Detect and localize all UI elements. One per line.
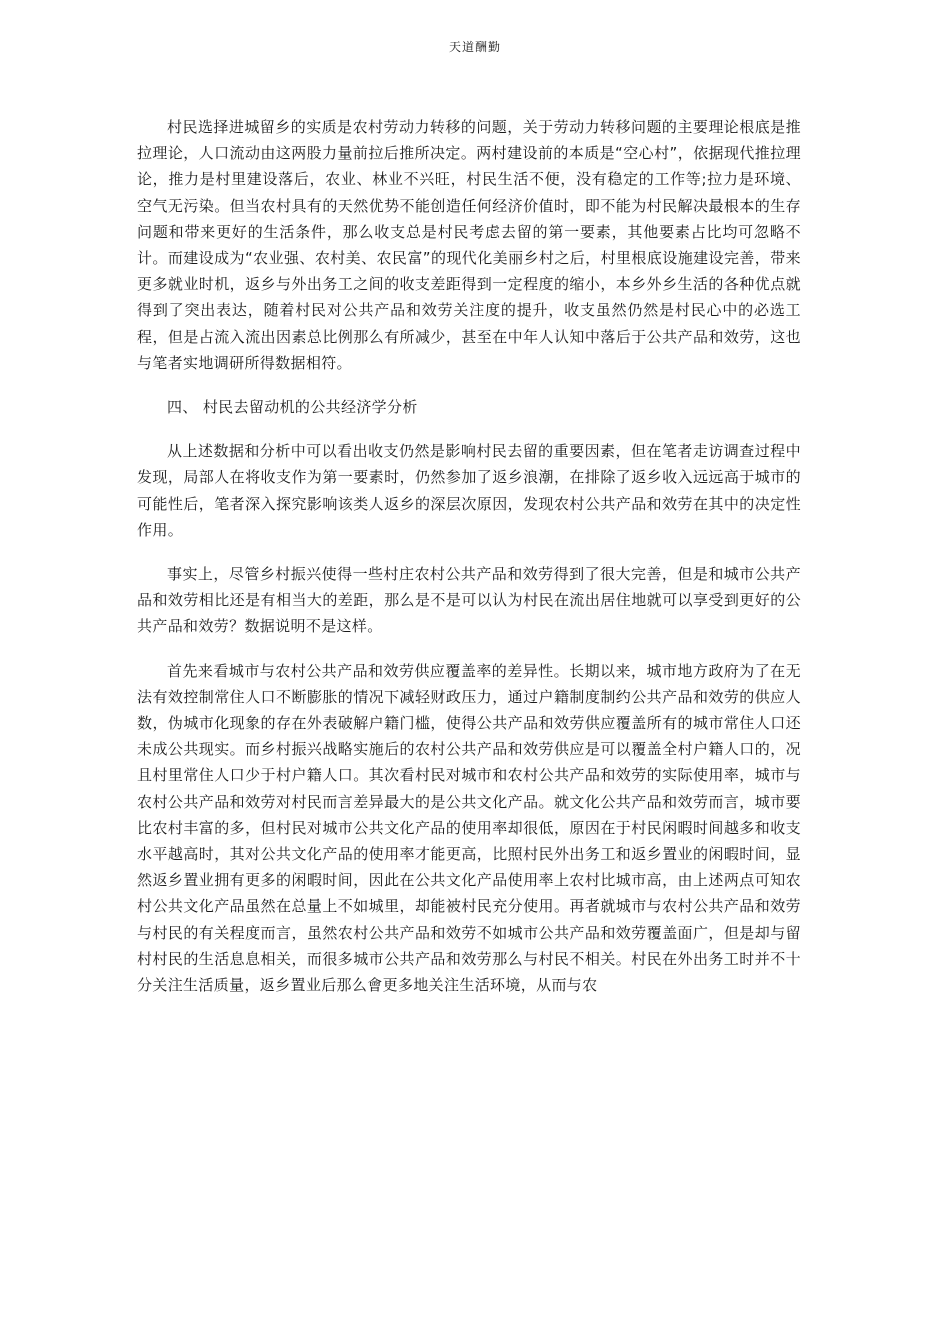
paragraph-push-pull-theory: 村民选择进城留乡的实质是农村劳动力转移的问题，关于劳动力转移问题的主要理论根底是推拉理论，人口流动由这两股力量前拉后推所决定。两村建设前的本质是“空心村”，依据现代推拉理论，推力是村里建设落后，农业、林业不兴旺，村民生活不便，没有稳定的工作等;拉力是环境、空气无污染。但当农村具有的天然优势不能创造任何经济价值时，即不能为村民解决最根本的生存问题和带来更好的生活条件，那么收支总是村民考虑去留的第一要素，其他要素占比均可忽略不计。而建设成为“农业强、农村美、农民富”的现代化美丽乡村之后，村里根底设施建设完善，带来更多就业时机，返乡与外出务工之间的收支差距得到一定程度的缩小，本乡外乡生活的各种优点就得到了突出表达，随着村民对公共产品和效劳关注度的提升，收支虽然仍然是村民心中的必选工程，但是占流入流出因素总比例那么有所减少，甚至在中年人认知中落后于公共产品和效劳，这也与笔者实地调研所得数据相符。 <box>137 118 801 372</box>
document-body <box>137 114 801 1016</box>
paragraph-urban-rural-gap: 事实上，尽管乡村振兴使得一些村庄农村公共产品和效劳得到了很大完善，但是和城市公共产品和效劳相比还是有相当大的差距，那么是不是可以认为村民在流出居住地就可以享受到更好的公共产品和效劳？数据说明不是这样。 <box>137 565 801 636</box>
section-heading: 四、 村民去留动机的公共经济学分析 <box>167 398 418 417</box>
page-header: 天道酬勤 <box>448 40 501 54</box>
paragraph-coverage-comparison: 首先来看城市与农村公共产品和效劳供应覆盖率的差异性。长期以来，城市地方政府为了在无法有效控制常住人口不断膨胀的情况下减轻财政压力，通过户籍制度制约公共产品和效劳的供应人数，伪城市化现象的存在外表破解户籍门槛，使得公共产品和效劳供应覆盖所有的城市常住人口还未成公共现实。而乡村振兴战略实施后的农村公共产品和效劳供应是可以覆盖全村户籍人口的，况且村里常住人口少于村户籍人口。其次看村民对城市和农村公共产品和效劳的实际使用率，城市与农村公共产品和效劳对村民而言差异最大的是公共文化产品。就文化公共产品和效劳而言，城市要比农村丰富的多，但村民对城市公共文化产品的使用率却很低，原因在于村民闲暇时间越多和收支水平越高时，其对公共文化产品的使用率才能更高，比照村民外出务工和返乡置业的闲暇时间，显然返乡置业拥有更多的闲暇时间，因此在公共文化产品使用率上农村比城市高，由上述两点可知农村公共文化产品虽然在总量上不如城里，却能被村民充分使用。再者就城市与农村公共产品和效劳与村民的有关程度而言，虽然农村公共产品和效劳不如城市公共产品和效劳覆盖面广，但是却与留村村民的生活息息相关，而很多城市公共产品和效劳那么与村民不相关。村民在外出务工时并不十分关注生活质量，返乡置业后那么會更多地关注生活环境，从而与农 <box>137 661 801 995</box>
paragraph-income-factor: 从上述数据和分析中可以看出收支仍然是影响村民去留的重要因素，但在笔者走访调查过程中发现，局部人在将收支作为第一要素时，仍然参加了返乡浪潮，在排除了返乡收入远远高于城市的可能性后，笔者深入探究影响该类人返乡的深层次原因，发现农村公共产品和效劳在其中的决定性作用。 <box>137 442 801 539</box>
